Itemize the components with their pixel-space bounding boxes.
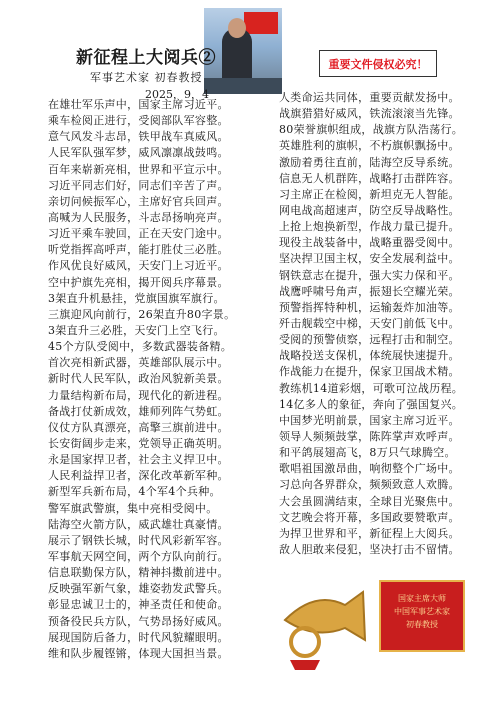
poem-line: 陆海空火箭方队，威武雄壮真豪情。	[48, 517, 229, 531]
poem-line: 45个方队受阅中，多数武器装备精。	[48, 340, 233, 354]
poem-line: 3架直升三必胜，天安门上空飞行。	[48, 323, 225, 337]
poem-line: 力量结构新布局，现代化的新进程。	[48, 388, 229, 402]
poem-line: 永是国家捍卫者，社会主义捍卫中。	[48, 453, 229, 467]
poem-line: 习近平同志们好，同志们辛苦了声。	[48, 178, 229, 192]
poem-line: 英雄胜利的旗帜，不朽旗帜飘扬中。	[279, 139, 460, 153]
poem-line: 警军旗武警旗，集中亮相受阅中。	[48, 501, 218, 515]
poem-line: 激励着勇往直前，陆海空反导系统。	[279, 155, 460, 169]
poem-line: 和平鸽展翅高飞，8万只气球腾空。	[279, 446, 456, 460]
poem-line: 歼击舰载空中梯，天安门前低飞中。	[279, 316, 460, 330]
certificate-line1: 国家主席大师	[398, 594, 446, 603]
copyright-notice: 重要文件侵权必究！	[319, 50, 437, 77]
poem-line: 人民利益捍卫者，深化改革新军种。	[48, 469, 229, 483]
date-line: 2025，9，4	[145, 88, 209, 101]
poem-line: 战略投送支保机，体统展快速提升。	[279, 349, 460, 363]
poem-line: 新时代人民军队，政治风貌新美景。	[48, 372, 229, 386]
poem-line: 展现国防后备力，时代风貌耀眼明。	[48, 630, 229, 644]
poem-line: 百年来崭新亮相，世界和平宣示中。	[48, 162, 229, 176]
poem-line: 中国梦光明前景，国家主席习近平。	[279, 413, 460, 427]
poem-line: 习总向各界群众，频频致意人欢腾。	[279, 478, 460, 492]
poem-line: 反映强军新气象，雄姿勃发武警兵。	[48, 582, 229, 596]
poem-line: 大会虽圆满结束，全球目光聚焦中。	[279, 494, 460, 508]
poem-line: 仪仗方队真漂亮，高擎三旗前进中。	[48, 420, 229, 434]
poem-line: 习主席正在检阅，新坦克无人智能。	[279, 187, 460, 201]
poem-line: 听党指挥高呼声，能打胜仗三必胜。	[48, 243, 229, 257]
poem-line: 高喊为人民服务，斗志昂扬响亮声。	[48, 210, 229, 224]
poem-line: 作战能力在提升，保家卫国战术精。	[279, 365, 460, 379]
poem-line: 意气风发斗志昂，铁甲战车真威风。	[48, 130, 229, 144]
poem-line: 信息无人机群阵，战略打击群阵容。	[279, 171, 460, 185]
poem-line: 教练机14道彩烟，可歌可泣战历程。	[279, 381, 464, 395]
poem-line: 坚决捍卫国主权，安全发展利益中。	[279, 252, 460, 266]
poem-line: 预警指挥特种机，运输轰炸加油等。	[279, 300, 460, 314]
poem-line: 长安街阔步走来，党领导正确英明。	[48, 436, 229, 450]
poem-line: 信息联勤保方队，精神抖擞前进中。	[48, 566, 229, 580]
poem-line: 空中护旗先亮相，揭开阅兵序幕景。	[48, 275, 229, 289]
certificate-caption: 初春教授	[406, 620, 438, 629]
podium	[204, 78, 282, 94]
poem-line: 作风优良好威风，天安门上习近平。	[48, 259, 229, 273]
poem-line: 领导人频频鼓掌，陈阵掌声欢呼声。	[279, 429, 460, 443]
poem-line: 预备役民兵方队，气势昂扬好威风。	[48, 614, 229, 628]
poem-line: 习近平乘车驶回，正在天安门途中。	[48, 227, 229, 241]
poem-line: 人民军队强军梦，威风凛凛战鼓鸣。	[48, 146, 229, 160]
poem-line: 展示了钢铁长城，时代风彩新军容。	[48, 533, 229, 547]
poem-right-column	[279, 90, 463, 558]
poem-line: 80荣誉旗帜组成，战旗方队浩荡行。	[279, 123, 464, 137]
flag-icon	[244, 12, 278, 34]
page-title: 新征程上大阅兵②	[76, 48, 216, 68]
poem-line: 人类命运共同体，重要贡献发扬中。	[279, 91, 460, 104]
poem-line: 文艺晚会将开幕，多国政要赞歌声。	[279, 510, 460, 524]
poem-line: 网电战高超速声，防空反导战略性。	[279, 203, 460, 217]
poem-line: 14亿多人的象征，奔向了强国复兴。	[279, 397, 464, 411]
trumpet-image	[275, 560, 375, 680]
poem-line: 备战打仗新成效，雄师列阵气势虹。	[48, 404, 229, 418]
trumpet-icon	[275, 560, 375, 680]
poem-line: 新型军兵新布局，4个军4个兵种。	[48, 485, 221, 499]
poem-line: 现役主战装备中，战略重器受阅中。	[279, 236, 460, 250]
poem-line: 军事航天网空间，两个方队向前行。	[48, 549, 229, 563]
certificate-card	[379, 580, 465, 652]
poem-line: 乘车检阅正进行，受阅部队军容整。	[48, 114, 229, 128]
certificate-line2: 中国军事艺术家	[394, 607, 450, 616]
poem-line: 亲切问候振军心，主席好官兵回声。	[48, 194, 229, 208]
poem-line: 3架直升机悬挂，党旗国旗军旗行。	[48, 291, 225, 305]
poem-line: 战鹰呼啸号角声，振翅长空耀光荣。	[279, 284, 460, 298]
author-line: 军事艺术家 初春教授	[90, 71, 203, 84]
poem-line: 在雄壮军乐声中，国家主席习近平。	[48, 98, 229, 111]
poem-line: 彰显忠诚卫士的，神圣责任和使命。	[48, 598, 229, 612]
poem-line: 钢铁意志在提升，强大实力保和平。	[279, 268, 460, 282]
poem-line: 歌唱祖国激昂曲，响彻整个广场中。	[279, 462, 460, 476]
poem-line: 维和队步履铿锵，体现大国担当景。	[48, 646, 229, 660]
poem-left-column	[48, 97, 235, 662]
poem-line: 战旗猎猎好威风，铁流滚滚当先锋。	[279, 107, 460, 121]
face	[228, 18, 246, 38]
poem-line: 三旗迎风向前行，26架直升80字景。	[48, 307, 236, 321]
poem-line: 首次亮相新武器，英雄部队展示中。	[48, 356, 229, 370]
poem-line: 受阅的预警侦察，远程打击和制空。	[279, 333, 460, 347]
poem-line: 为捍卫世界和平，新征程上大阅兵。	[279, 526, 460, 540]
poem-line: 上抢上炮换新型，作战力量已提升。	[279, 220, 460, 234]
poem-line: 敌人胆敢来侵犯，坚决打击不留情。	[279, 542, 460, 556]
